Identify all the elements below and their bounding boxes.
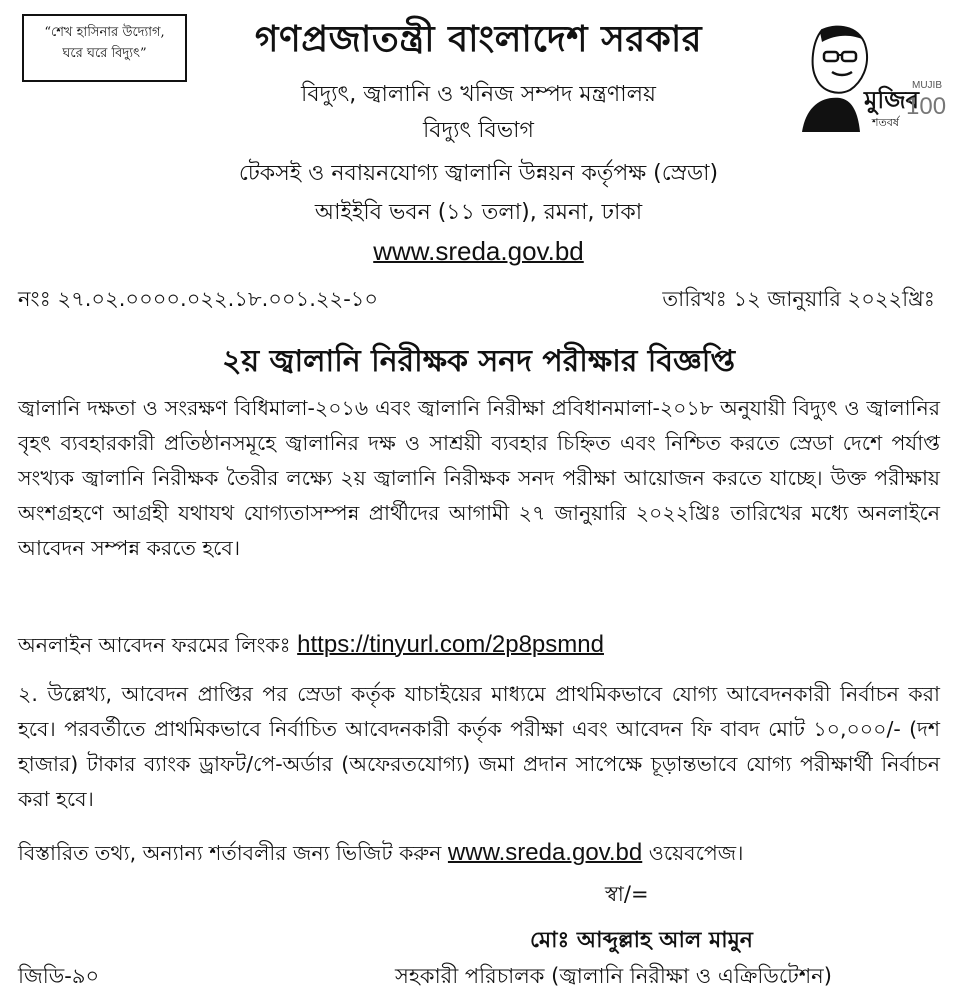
mujib-100-logo bbox=[792, 22, 947, 132]
slogan-line-1: “শেখ হাসিনার উদ্যোগ, bbox=[44, 25, 165, 40]
application-link-line bbox=[18, 630, 604, 664]
website-header[interactable] bbox=[0, 236, 957, 267]
website-link[interactable]: www.sreda.gov.bd bbox=[373, 236, 584, 266]
slogan-line-2: ঘরে ঘরে বিদ্যুৎ” bbox=[62, 46, 147, 61]
ministry-name: বিদ্যুৎ, জ্বালানি ও খনিজ সম্পদ মন্ত্রণালয় bbox=[301, 82, 656, 107]
detail-suffix: ওয়েবপেজ। bbox=[648, 841, 744, 865]
detail-prefix: বিস্তারিত তথ্য, অন্যান্য শর্তাবলীর জন্য ভিজিট করুন bbox=[18, 841, 442, 865]
logo-number: 100 bbox=[906, 93, 947, 120]
logo-subtext: শতবর্ষ bbox=[872, 116, 899, 129]
logo-text: মুজিব bbox=[864, 86, 920, 114]
notice-paragraph-2: ২. উল্লেখ্য, আবেদন প্রাপ্তির পর স্রেডা কর্তৃক যাচাইয়ের মাধ্যমে প্রাথমিকভাবে যোগ্য আবেদনকারী নির্বাচন করা হবে। পরবর্তীতে প্রাথমিকভাবে নির্বাচিত আবেদনকারী কর্তৃক পরীক্ষা এবং আবেদন ফি বাবদ মোট ১০,০০০/- (দশ হাজার) টাকার ব্যাংক ড্রাফট/পে-অর্ডার (অফেরতযোগ্য) জমা প্রদান সাপেক্ষে চূড়ান্তভাবে যোগ্য পরীক্ষার্থী নির্বাচন করা হবে। bbox=[18, 682, 940, 811]
issue-date: তারিখঃ ১২ জানুয়ারি ২০২২খ্রিঃ bbox=[662, 287, 935, 311]
gd-code: জিডি-৯০ bbox=[18, 964, 100, 988]
division-name: বিদ্যুৎ বিভাগ bbox=[423, 118, 534, 143]
government-title: গণপ্রজাতন্ত্রী বাংলাদেশ সরকার bbox=[254, 19, 703, 60]
link-label: অনলাইন আবেদন ফরমের লিংকঃ bbox=[18, 633, 291, 657]
office-address: আইইবি ভবন (১১ তলা), রমনা, ঢাকা bbox=[314, 200, 643, 225]
detail-website-link[interactable]: www.sreda.gov.bd bbox=[447, 839, 643, 866]
application-form-link[interactable]: https://tinyurl.com/2p8psmnd bbox=[297, 631, 604, 658]
memo-number: নংঃ ২৭.০২.০০০০.০২২.১৮.০০১.২২-১০ bbox=[18, 287, 379, 311]
portrait-icon bbox=[802, 27, 867, 132]
signature: স্বা/= bbox=[605, 882, 649, 906]
notice-paragraph-1: জ্বালানি দক্ষতা ও সংরক্ষণ বিধিমালা-২০১৬ এবং জ্বালানি নিরীক্ষা প্রবিধানমালা-২০১৮ অনুযায়ী বিদ্যুৎ ও জ্বালানির বৃহৎ ব্যবহারকারী প্রতিষ্ঠানসমূহে জ্বালানির দক্ষ ও সাশ্রয়ী ব্যবহার চিহ্নিত এবং নিশ্চিত করতে স্রেডা দেশে পর্যাপ্ত সংখ্যক জ্বালানি নিরীক্ষক তৈরীর লক্ষ্যে ২য় জ্বালানি নিরীক্ষক সনদ পরীক্ষা আয়োজন করতে যাচ্ছে। উক্ত পরীক্ষায় অংশগ্রহণে আগ্রহী যথাযথ যোগ্যতাসম্পন্ন প্রার্থীদের আগামী ২৭ জানুয়ারি ২০২২খ্রিঃ তারিখের মধ্যে অনলাইনে আবেদন সম্পন্ন করতে হবে। bbox=[18, 396, 940, 560]
authority-name: টেকসই ও নবায়নযোগ্য জ্বালানি উন্নয়ন কর্তৃপক্ষ (স্রেডা) bbox=[238, 161, 719, 186]
signatory-designation: সহকারী পরিচালক (জ্বালানি নিরীক্ষা ও এক্রিডিটেশন) bbox=[395, 964, 832, 988]
notice-title: ২য় জ্বালানি নিরীক্ষক সনদ পরীক্ষার বিজ্ঞপ্তি bbox=[221, 344, 736, 379]
signatory-name: মোঃ আব্দুল্লাহ আল মামুন bbox=[530, 928, 753, 953]
logo-english: MUJIB bbox=[912, 80, 942, 91]
detail-line bbox=[18, 838, 743, 872]
